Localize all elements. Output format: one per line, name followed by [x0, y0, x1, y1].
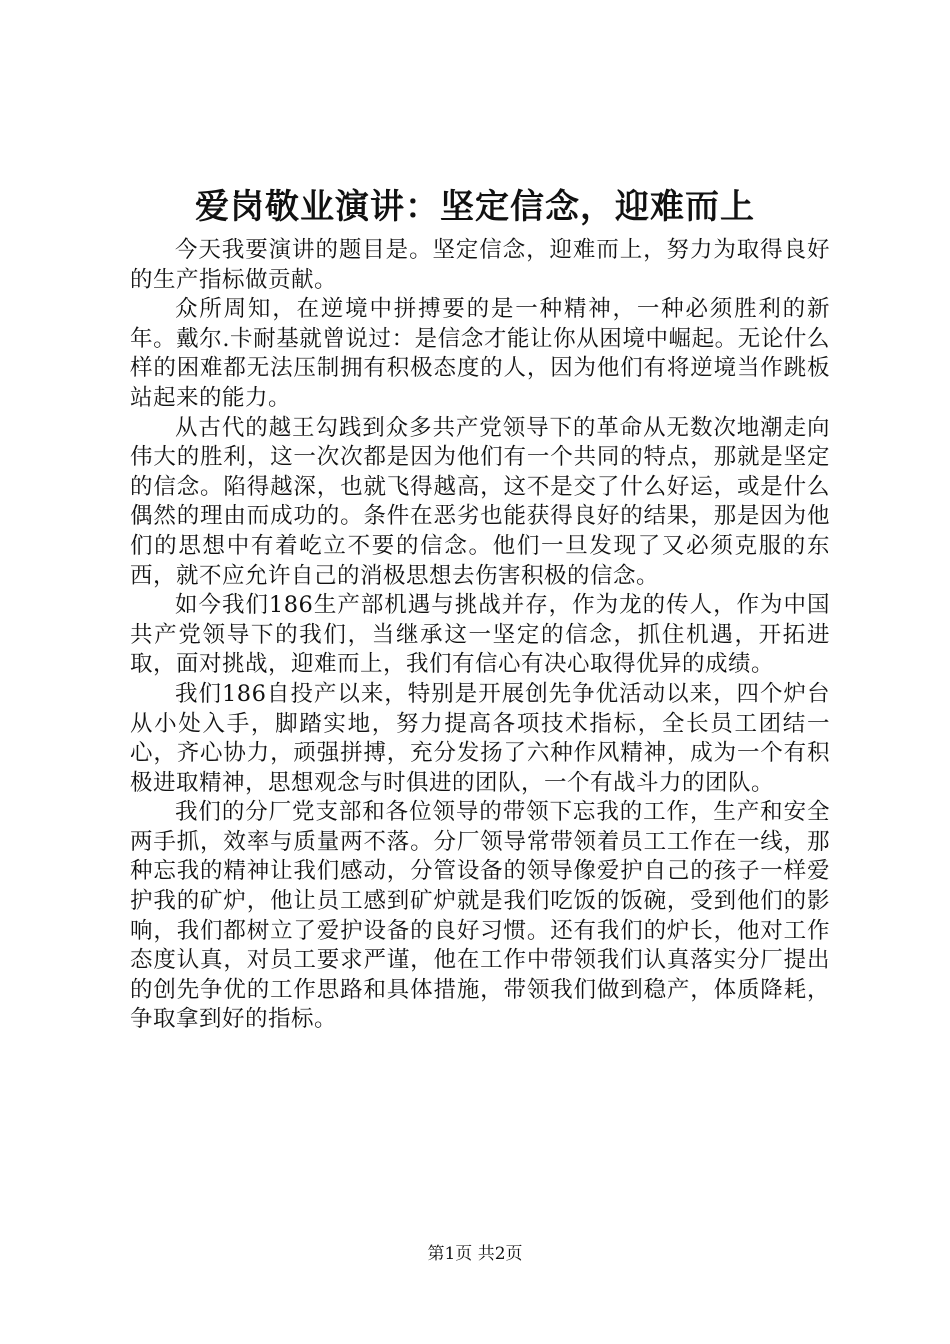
paragraph: 我们的分厂党支部和各位领导的带领下忘我的工作，生产和安全两手抓，效率与质量两不落。分厂领导常带领着员工工作在一线，那种忘我的精神让我们感动，分管设备的领导像爱护自己的孩子一样爱护我的矿炉，他让员工感到矿炉就是我们吃饭的饭碗，受到他们的影响，我们都树立了爱护设备的良好习惯。还有我们的炉长，他对工作态度认真，对员工要求严谨，他在工作中带领我们认真落实分厂提出的创先争优的工作思路和具体措施，带领我们做到稳产，体质降耗，争取拿到好的指标。 [130, 799, 830, 1033]
paragraph: 众所周知，在逆境中拼搏要的是一种精神，一种必须胜利的新年。戴尔.卡耐基就曾说过：是信念才能让你从困境中崛起。无论什么样的困难都无法压制拥有积极态度的人，因为他们有将逆境当作跳板站起来的能力。 [130, 296, 830, 411]
document-title: 爱岗敬业演讲：坚定信念，迎难而上 [195, 187, 755, 227]
document-body [130, 236, 830, 1035]
paragraph: 从古代的越王勾践到众多共产党领导下的革命从无数次地潮走向伟大的胜利，这一次次都是因为他们有一个共同的特点，那就是坚定的信念。陷得越深，也就飞得越高，这不是交了什么好运，或是什么偶然的理由而成功的。条件在恶劣也能获得良好的结果，那是因为他们的思想中有着屹立不要的信念。他们一旦发现了又必须克服的东西，就不应允许自己的消极思想去伤害积极的信念。 [130, 414, 830, 589]
paragraph: 我们186自投产以来，特别是开展创先争优活动以来，四个炉台从小处入手，脚踏实地，努力提高各项技术指标，全长员工团结一心，齐心协力，顽强拼搏，充分发扬了六种作风精神，成为一个有积极进取精神，思想观念与时俱进的团队，一个有战斗力的团队。 [130, 680, 830, 796]
page-footer: 第1页 共2页 [427, 1244, 523, 1264]
paragraph: 如今我们186生产部机遇与挑战并存，作为龙的传人，作为中国共产党领导下的我们，当继承这一坚定的信念，抓住机遇，开拓进取，面对挑战，迎难而上，我们有信心有决心取得优异的成绩。 [130, 592, 830, 678]
paragraph: 今天我要演讲的题目是。坚定信念，迎难而上，努力为取得良好的生产指标做贡献。 [130, 237, 830, 293]
